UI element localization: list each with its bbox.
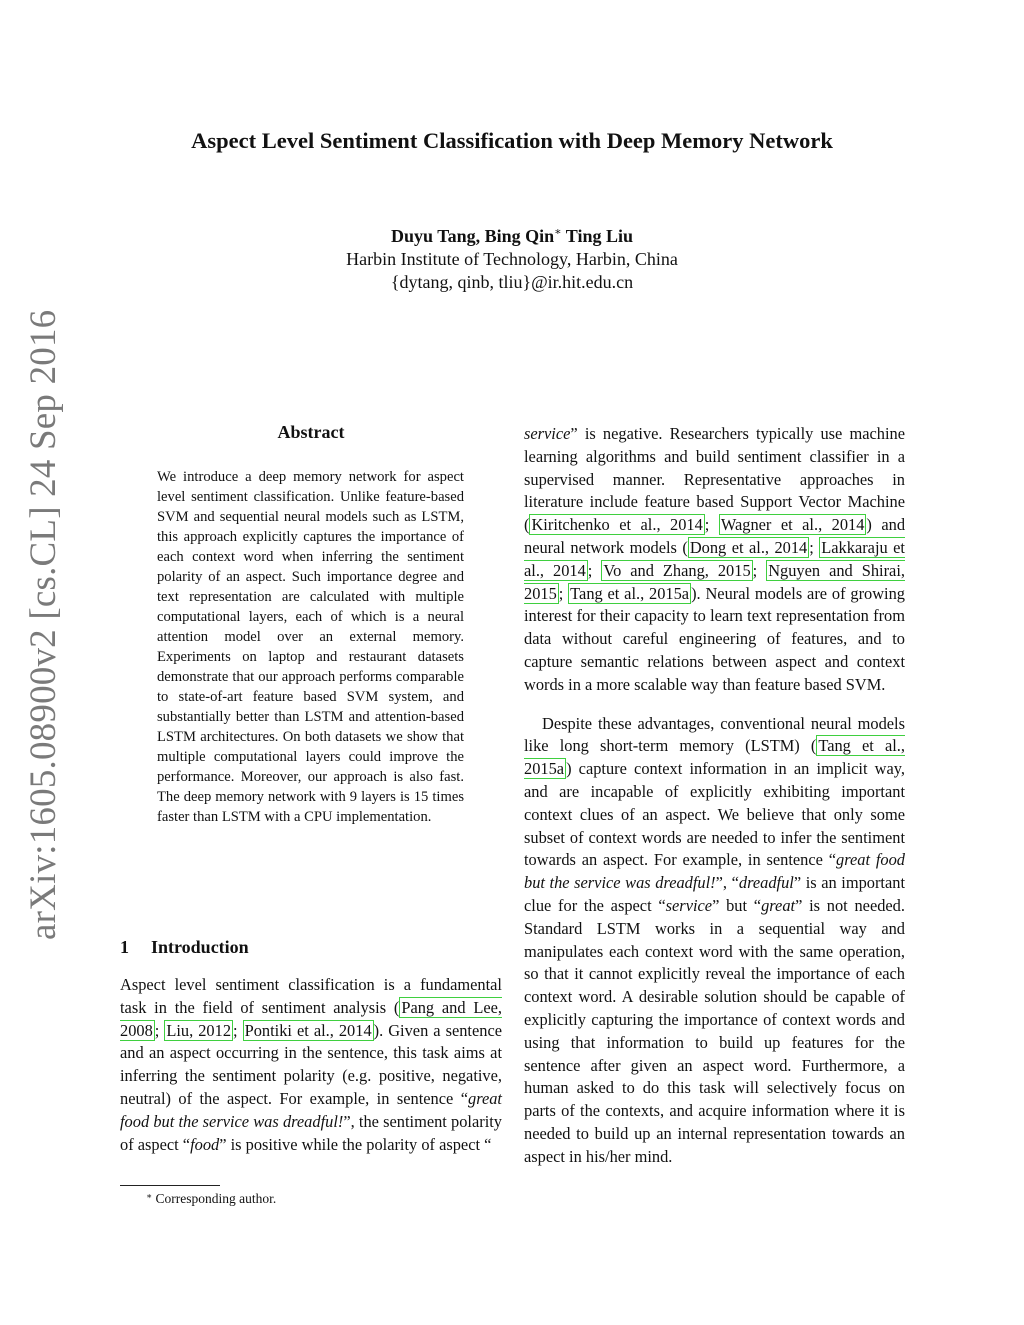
intro-paragraph-1-start — [120, 974, 502, 1156]
text-run: ” is an important clue for the aspect “ — [524, 873, 906, 915]
citation-link[interactable]: Kiritchenko et al., 2014 — [531, 515, 703, 535]
text-run: ) and neural network models ( — [524, 515, 906, 557]
citation-link[interactable]: Lakkaraju et al., 2014 — [524, 537, 905, 580]
arxiv-stamp: arXiv:1605.08900v2 [cs.CL] 24 Sep 2016 — [23, 309, 64, 940]
text-run: Despite these advantages, conventional neural models like long short-term memory (LSTM) ( — [524, 713, 905, 756]
section-heading-introduction — [120, 937, 249, 958]
abstract-body: We introduce a deep memory network for aspect level sentiment classification. Unlike feature-based SVM and sequential neural models such as LSTM, this approach explicitly captures the importance of each context word when inferring the sentiment polarity of an aspect. Such importance degree and text representation are calculated with multiple computational layers, each of which is a neural attention model over an external memory. Experiments on laptop and restaurant datasets demonstrate that our approach performs comparable to state-of-art feature based SVM system, and substantially better than LSTM and attention-based LSTM architectures. On both datasets we show that multiple computational layers could improve the performance. Moreover, our approach is also fast. The deep memory network with 9 layers is 15 times faster than LSTM with a CPU implementation. — [157, 469, 464, 825]
text-run: ” but “ — [712, 895, 762, 915]
citation-link[interactable]: Dong et al., 2014 — [689, 537, 808, 557]
section-number: 1 — [120, 937, 129, 957]
text-run: ” is positive while the polarity of aspect “ — [219, 1134, 492, 1154]
citation-link[interactable]: Tang et al., 2015a — [524, 736, 905, 779]
text-run: ). Given a sentence and an aspect occurring in the sentence, this task aims at inferring the sentiment polarity (e.g. positive, negative, neutral) of the aspect. For example, in sentence “ — [120, 1020, 502, 1108]
citation-link[interactable]: Tang et al., 2015a — [570, 583, 690, 603]
section-title: Introduction — [151, 937, 249, 957]
citation-link[interactable]: Vo and Zhang, 2015 — [603, 560, 751, 580]
text-run: ). Neural models are of growing interest for their capacity to learn text representation from data without careful engineering of features, and to capture semantic relations between aspect and context words in a more scalable way than feature based SVM. — [524, 583, 905, 694]
citation-link[interactable]: Pontiki et al., 2014 — [244, 1020, 372, 1040]
clue-word: great — [761, 895, 796, 915]
aspect-term: food — [190, 1134, 220, 1154]
abstract-heading: Abstract — [277, 422, 345, 442]
citation-link[interactable]: Liu, 2012 — [166, 1020, 232, 1040]
text-run: ; — [587, 560, 602, 580]
text-run: ) capture context information in an implicit way, and are incapable of explicitly exhibiting important context clues of an aspect. We believe that only some subset of context words are needed to infer the sentiment towards an aspect. For example, in sentence “ — [524, 759, 905, 870]
intro-paragraph-2 — [524, 713, 905, 1169]
text-run: ” is negative. Researchers typically use machine learning algorithms and build sentiment classifier in a supervised manner. Representative approaches in literature include feature based Support Vector Machine ( — [524, 424, 905, 535]
paper-title: Aspect Level Sentiment Classification with Deep Memory Network — [191, 128, 833, 153]
footnote-mark: ∗ — [146, 1191, 153, 1201]
citation-link[interactable]: Nguyen and Shirai, 2015 — [524, 560, 905, 603]
text-run: ; — [154, 1020, 165, 1040]
text-run: ; — [752, 560, 767, 580]
author-block — [0, 225, 1024, 294]
text-run: ”, “ — [715, 873, 739, 893]
clue-word: dreadful — [738, 873, 794, 893]
text-run: ; — [704, 515, 719, 535]
text-run: ” is not needed. Standard LSTM works in a sequential way and manipulates each context word with the same operation, so that it cannot explicitly reveal the importance of each context word. A desirable solution should be capable of explicitly capturing the importance of context words and using that information to build up features for the sentence after given an aspect word. Furthermore, a human asked to do this task will selectively focus on parts of the contexts, and acquire information where it is needed to build up an internal representation towards an aspect in his/her mind. — [524, 895, 905, 1166]
example-sentence: great food but the service was dreadful! — [120, 1088, 502, 1131]
author-bing-qin: Bing Qin — [484, 226, 555, 246]
citation-link[interactable]: Wagner et al., 2014 — [720, 515, 865, 535]
text-run: Aspect level sentiment classification is a fundamental task in the field of sentiment analysis ( — [120, 975, 502, 1017]
footnote — [146, 1190, 276, 1208]
intro-paragraph-1-continued — [524, 423, 905, 697]
corresponding-author-mark: ∗ — [554, 226, 562, 238]
affiliation: Harbin Institute of Technology, Harbin, China — [346, 249, 678, 269]
author-emails: {dytang, qinb, tliu}@ir.hit.edu.cn — [390, 272, 634, 292]
example-sentence: great food but the service was dreadful! — [524, 850, 905, 893]
text-run: ; — [558, 583, 569, 603]
author-duyu-tang: Duyu Tang, — [391, 226, 485, 246]
text-run: ; — [233, 1020, 243, 1040]
footnote-text: Corresponding author. — [152, 1191, 277, 1206]
footnote-rule — [120, 1185, 220, 1186]
right-column — [524, 423, 905, 1169]
author-names — [0, 225, 1024, 248]
aspect-term: service — [524, 424, 571, 443]
aspect-term: service — [665, 895, 713, 915]
text-run: ”, the sentiment polarity of aspect “ — [120, 1111, 503, 1154]
author-ting-liu: Ting Liu — [561, 226, 633, 246]
citation-link[interactable]: Pang and Lee, 2008 — [120, 997, 502, 1040]
text-run: ; — [809, 537, 820, 557]
